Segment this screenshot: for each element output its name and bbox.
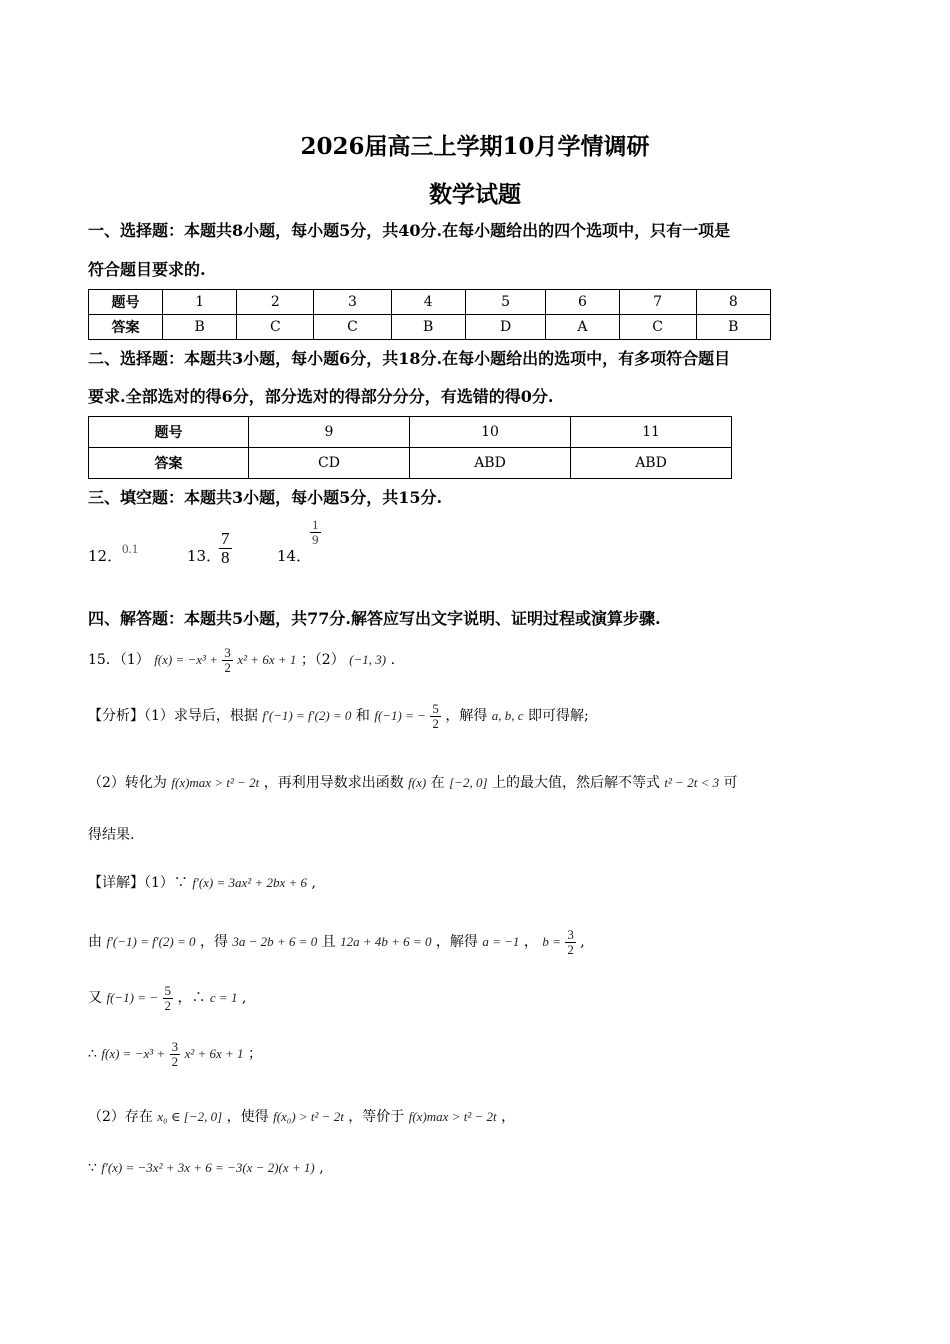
q12-label: 12． [88, 547, 123, 565]
q15-separator: ；（2） [300, 652, 345, 669]
l5-text-a: （2）存在 [88, 1109, 153, 1125]
l2-math5: b = [542, 934, 561, 950]
l4-math2: x² + 6x + 1 [184, 1046, 244, 1062]
row-label-question: 题号 [89, 417, 249, 448]
q14-label: 14． [277, 547, 312, 565]
l5-math2: f(x₀) > t² − 2t [273, 1109, 344, 1124]
row-label-question: 题号 [89, 290, 163, 315]
section2-heading-line1: 二、选择题：本题共3小题，每小题6分，共18分.在每小题给出的选项中，有多项符合题目 [88, 349, 731, 368]
l4-text-b: ； [248, 1046, 262, 1063]
section4-heading: 四、解答题：本题共5小题，共77分.解答应写出文字说明、证明过程或演算步骤. [88, 609, 661, 628]
q13-denominator: 8 [221, 547, 230, 567]
l3-text-b: ，∴ [177, 990, 206, 1007]
l5-text-d: ， [501, 1109, 516, 1125]
l6-text-b: , [319, 1160, 324, 1176]
l2-text-a: 由 [88, 934, 102, 951]
table-cell: 10 [410, 417, 571, 448]
q13-label: 13． [187, 547, 222, 565]
l3-math1: f(−1) = − [106, 990, 159, 1006]
l2-frac-den: 2 [567, 941, 574, 957]
section3-heading: 三、填空题：本题共3小题，每小题5分，共15分. [88, 488, 443, 507]
q14-denominator: 9 [312, 531, 319, 547]
table-cell: 4 [391, 290, 465, 315]
table-cell: A [546, 315, 619, 340]
l3-text-a: 又 [88, 990, 102, 1007]
l2-math2: 3a − 2b + 6 = 0 [232, 934, 318, 950]
table-cell: B [391, 315, 465, 340]
l2-math4: a = −1 [482, 934, 520, 950]
part2-text-b: ，再利用导数求出函数 [263, 775, 404, 791]
analysis-frac-den: 2 [432, 715, 439, 731]
table-cell: C [314, 315, 391, 340]
section1-heading-line1: 一、选择题：本题共8小题，每小题5分，共40分.在每小题给出的四个选项中，只有一项是 [88, 221, 731, 240]
analysis-math2: f(−1) = − [374, 708, 426, 724]
table-cell: ABD [571, 448, 732, 479]
table-cell: 11 [571, 417, 732, 448]
l2-frac-num: 3 [567, 927, 574, 942]
table-cell: B [163, 315, 237, 340]
l5-text-b: ，使得 [226, 1109, 269, 1125]
l4-frac-num: 3 [171, 1039, 179, 1054]
l2-text-c: 且 [321, 934, 336, 951]
l2-text-d: ，解得 [435, 934, 478, 951]
l2-text-f: , [580, 934, 585, 951]
q12-answer: 0.1 [122, 541, 139, 556]
table-cell: C [619, 315, 696, 340]
part2-math2: f(x) [408, 775, 427, 790]
table-cell: 8 [696, 290, 770, 315]
analysis-line [88, 702, 589, 730]
q15-answer-line [88, 646, 395, 674]
detail-line6 [88, 1160, 324, 1176]
l4-math1: f(x) = −x³ + [101, 1046, 166, 1062]
part2-math3: [−2, 0] [449, 775, 488, 790]
detail-end1: , [311, 875, 316, 891]
detail-label: 【详解】（1）∵ [88, 875, 188, 891]
l5-math3: f(x)max > t² − 2t [408, 1109, 497, 1124]
q14-numerator: 1 [312, 517, 319, 532]
q15-formula-head: f(x) = −x³ + [154, 652, 218, 668]
detail-line3 [88, 984, 246, 1012]
table-row [89, 315, 771, 340]
table-cell: 5 [465, 290, 545, 315]
detail-line4 [88, 1040, 262, 1068]
q15-frac-num: 3 [224, 645, 231, 660]
table-cell: C [237, 315, 314, 340]
l5-math1: x₀ ∈ [−2, 0] [157, 1109, 223, 1124]
l3-text-c: , [241, 990, 247, 1007]
section2-answer-table [88, 416, 732, 479]
q15-label: 15．（1） [88, 652, 150, 669]
l6-math1: f′(x) = −3x² + 3x + 6 = −3(x − 2)(x + 1) [101, 1160, 315, 1175]
q13-fraction [219, 530, 232, 567]
part2-line [88, 772, 738, 792]
table-cell: 1 [163, 290, 237, 315]
l4-text-a: ∴ [88, 1046, 97, 1063]
detail-line1 [88, 872, 316, 892]
table-row [89, 417, 732, 448]
page-title: 2026届高三上学期10月学情调研 [300, 133, 650, 160]
l2-text-b: ，得 [199, 934, 228, 951]
section1-heading-line2: 符合题目要求的. [88, 260, 206, 279]
table-row [89, 290, 771, 315]
l2-text-e: ， [523, 934, 538, 951]
part2-text-c: 在 [430, 775, 445, 791]
table-cell: 2 [237, 290, 314, 315]
table-row [89, 448, 732, 479]
analysis-frac-num: 5 [432, 701, 439, 716]
detail-line2 [88, 928, 585, 956]
row-label-answer: 答案 [89, 448, 249, 479]
table-cell: 3 [314, 290, 391, 315]
part2-math4: t² − 2t < 3 [664, 775, 720, 790]
part2-text-a: （2）转化为 [88, 775, 167, 791]
l5-text-c: ，等价于 [348, 1109, 405, 1125]
q14-fraction [310, 518, 321, 546]
l3-frac-num: 5 [164, 983, 171, 998]
l6-text-a: ∵ [88, 1160, 97, 1176]
q13-numerator: 7 [221, 529, 230, 548]
detail-line5 [88, 1106, 515, 1126]
row-label-answer: 答案 [89, 315, 163, 340]
table-cell: 6 [546, 290, 619, 315]
part2-text-d: 上的最大值，然后解不等式 [491, 775, 660, 791]
l2-math3: 12a + 4b + 6 = 0 [340, 934, 432, 950]
detail-math1: f′(x) = 3ax² + 2bx + 6 [192, 875, 308, 890]
q15-part2-answer: (−1, 3) [349, 652, 387, 668]
q15-end: . [390, 652, 396, 669]
table-cell: B [696, 315, 770, 340]
l3-frac-den: 2 [164, 997, 171, 1013]
q15-frac-den: 2 [224, 659, 231, 675]
table-cell: 9 [249, 417, 410, 448]
table-cell: CD [249, 448, 410, 479]
l4-frac-den: 2 [171, 1053, 179, 1069]
part2-math1: f(x)max > t² − 2t [171, 775, 260, 790]
table-cell: ABD [410, 448, 571, 479]
part2-line-end: 得结果. [88, 827, 135, 843]
analysis-vars: a, b, c [491, 708, 524, 724]
analysis-label: 【分析】（1）求导后，根据 [88, 708, 258, 725]
section1-answer-table [88, 289, 771, 340]
part2-text-e: 可 [723, 775, 738, 791]
analysis-end: 即可得解; [528, 708, 589, 725]
analysis-solve: ，解得 [445, 708, 488, 725]
l2-math1: f′(−1) = f′(2) = 0 [106, 934, 196, 950]
l3-math2: c = 1 [209, 990, 238, 1006]
analysis-and: 和 [355, 708, 370, 725]
section2-heading-line2: 要求.全部选对的得6分，部分选对的得部分分分，有选错的得0分. [88, 387, 554, 406]
table-cell: D [465, 315, 545, 340]
analysis-math1: f′(−1) = f′(2) = 0 [262, 708, 352, 724]
table-cell: 7 [619, 290, 696, 315]
q15-formula-tail: x² + 6x + 1 [237, 652, 297, 668]
page-subtitle: 数学试题 [429, 181, 521, 208]
